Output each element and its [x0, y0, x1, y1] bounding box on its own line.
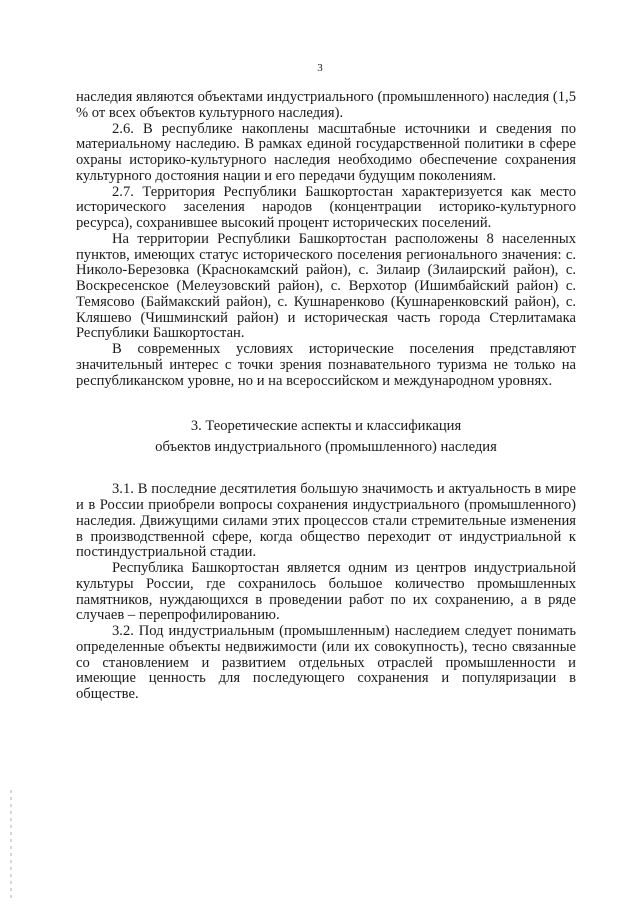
paragraph-3-1: 3.1. В последние десятилетия большую значимость и актуальность в мире и в России приобрели вопросы сохранения индустриального (промышленного) наследия. Движущими силами этих процессов стали стремительные изменения в производственной сфере, когда общество переходит от индустриальной к постиндустриальной стадии.	[76, 481, 576, 561]
paragraph-2-7: 2.7. Территория Республики Башкортостан характеризуется как место исторического заселения народов (концентрации историко-культурного ресурса), сохранившее высокий процент исторических поселений.	[76, 183, 576, 231]
paragraph-3-2: 3.2. Под индустриальным (промышленным) наследием следует понимать определенные объекты недвижимости (или их совокупность), тесно связанные со становлением и развитием отдельных отраслей промышленности и имеющие ценность для последующего сохранения и популяризации в обществе.	[76, 623, 576, 702]
paragraph-industrial-culture: Республика Башкортостан является одним из центров индустриальной культуры России, где сохранилось большое количество промышленных памятников, нуждающихся в проведении работ по их сохранению, а в ряде случаев – перепрофилированию.	[76, 560, 576, 624]
scan-margin-artifact	[10, 790, 12, 900]
page-number: 3	[317, 62, 323, 74]
paragraph-2-6: 2.6. В республике накоплены масштабные источники и сведения по материальному наследию. В рамках единой государственной политики в сфере охраны историко-культурного наследия необходимо обеспечение сохранения культурного достояния нации и его передачи будущим поколениям.	[76, 120, 576, 184]
paragraph-historic-settlements: На территории Республики Башкортостан расположены 8 населенных пунктов, имеющих статус исторического поселения регионального значения: с. Николо-Березовка (Краснокамский район), с. Зилаир (Зилаирский район), с. Воскресенское (Мелеузовский район), с. Верхотор (Ишимбайский район) с. Темясово (Баймакский район), с. Кушнаренково (Кушнаренковский район), с. Кляшево (Чишминский район) и историческая часть города Стерлитамака Республики Башкортостан.	[76, 230, 576, 342]
document-body	[76, 90, 576, 703]
section-heading	[76, 416, 576, 458]
section-heading-line-2: объектов индустриального (промышленного) наследия	[155, 439, 497, 456]
section-heading-line-1: 3. Теоретические аспекты и классификация	[190, 418, 462, 435]
paragraph-continuation: наследия являются объектами индустриального (промышленного) наследия (1,5 % от всех объектов культурного наследия).	[76, 89, 576, 121]
paragraph-tourism-interest: В современных условиях исторические поселения представляют значительный интерес с точки зрения познавательного туризма не только на республиканском уровне, но и на всероссийском и международном уровнях.	[76, 341, 576, 389]
